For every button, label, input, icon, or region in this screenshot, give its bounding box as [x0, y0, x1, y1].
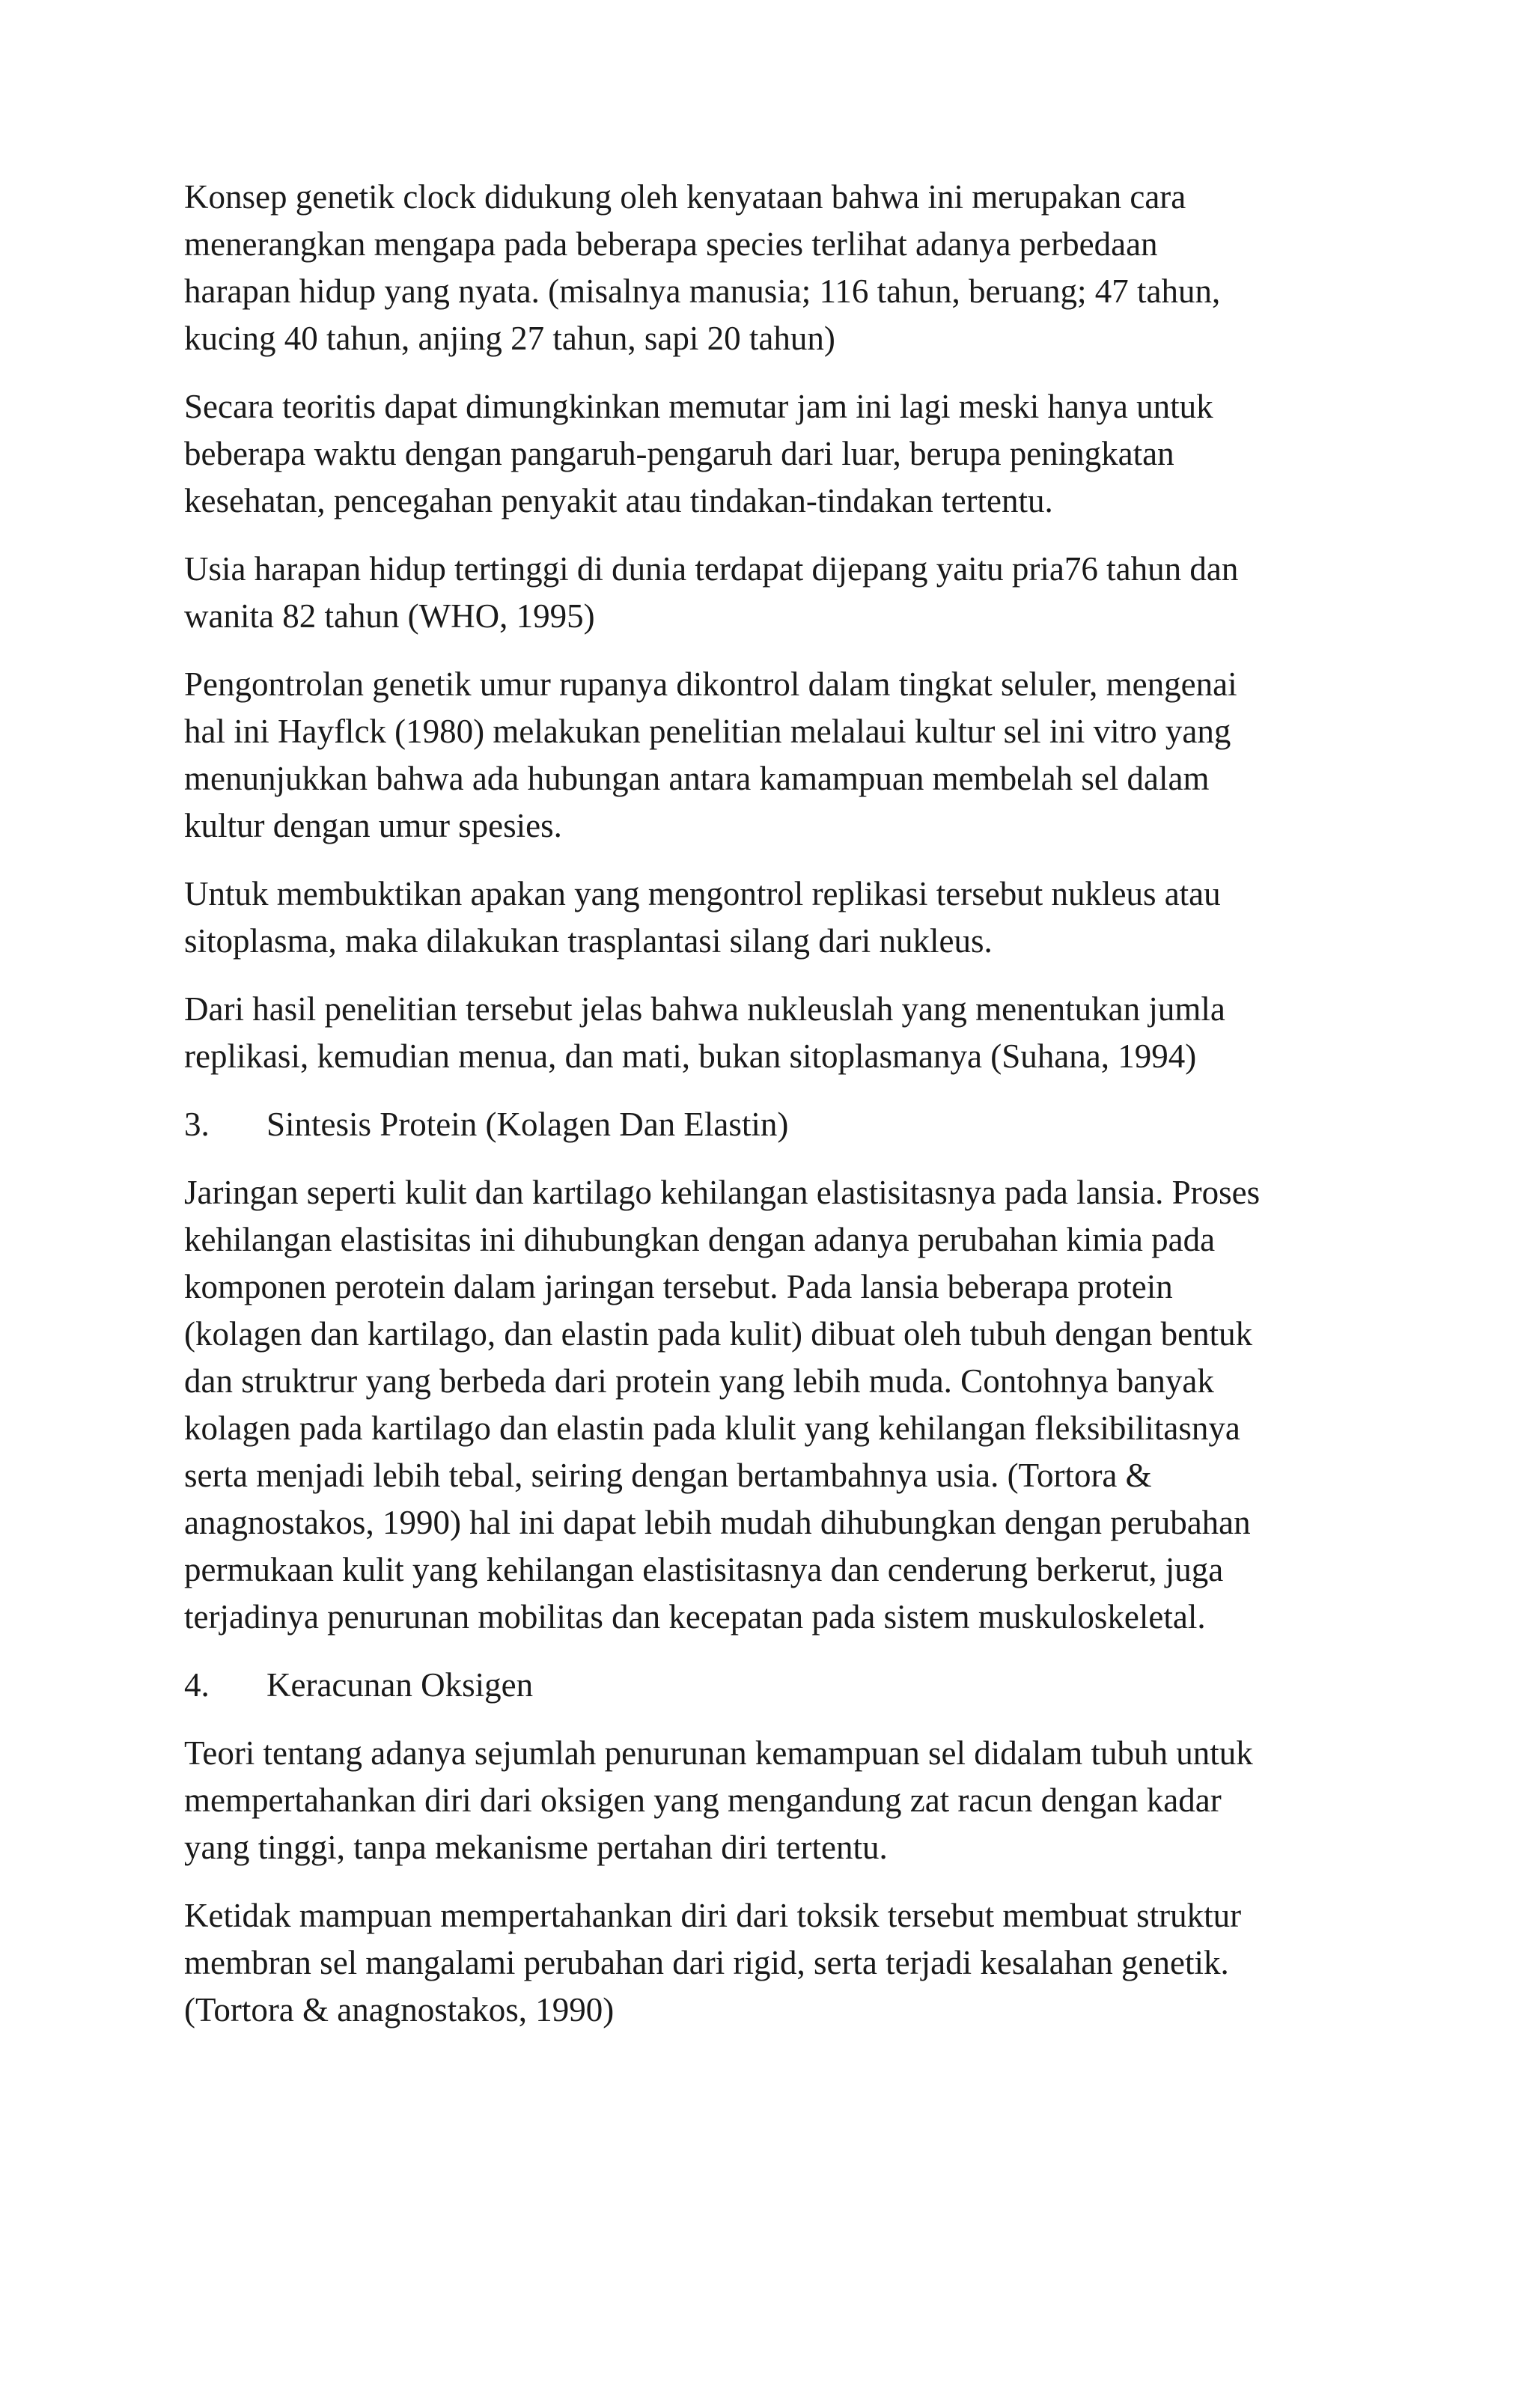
text-line: Secara teoritis dapat dimungkinkan memutar jam ini lagi meski hanya untuk	[184, 388, 1213, 425]
text-line: hal ini Hayflck (1980) melakukan penelitian melalaui kultur sel ini vitro yang	[184, 713, 1231, 750]
text-line: yang tinggi, tanpa mekanisme pertahan diri tertentu.	[184, 1829, 888, 1866]
text-line: anagnostakos, 1990) hal ini dapat lebih mudah dihubungkan dengan perubahan	[184, 1504, 1251, 1541]
text-line: Teori tentang adanya sejumlah penurunan kemampuan sel didalam tubuh untuk	[184, 1734, 1253, 1772]
text-line: Jaringan seperti kulit dan kartilago kehilangan elastisitasnya pada lansia. Proses	[184, 1174, 1261, 1211]
text-line: serta menjadi lebih tebal, seiring dengan bertambahnya usia. (Tortora &	[184, 1457, 1152, 1494]
text-line: harapan hidup yang nyata. (misalnya manusia; 116 tahun, beruang; 47 tahun,	[184, 272, 1221, 310]
text-line: kultur dengan umur spesies.	[184, 807, 562, 844]
text-line: dan struktrur yang berbeda dari protein yang lebih muda. Contohnya banyak	[184, 1362, 1214, 1400]
text-line: kehilangan elastisitas ini dihubungkan dengan adanya perubahan kimia pada	[184, 1221, 1216, 1258]
text-line: kesehatan, pencegahan penyakit atau tindakan-tindakan tertentu.	[184, 482, 1053, 519]
text-line: Untuk membuktikan apakan yang mengontrol replikasi tersebut nukleus atau	[184, 875, 1221, 912]
text-line: (Tortora & anagnostakos, 1990)	[184, 1991, 615, 2028]
text-line: wanita 82 tahun (WHO, 1995)	[184, 597, 595, 635]
paragraph-genetic-clock	[184, 174, 1352, 362]
text-line: Usia harapan hidup tertinggi di dunia terdapat dijepang yaitu pria76 tahun dan	[184, 550, 1239, 588]
text-line: menerangkan mengapa pada beberapa species terlihat adanya perbedaan	[184, 225, 1158, 263]
paragraph-genetic-control	[184, 661, 1352, 850]
paragraph-toxic-inability	[184, 1892, 1352, 2034]
text-line: membran sel mangalami perubahan dari rigid, serta terjadi kesalahan genetik.	[184, 1944, 1229, 1981]
text-line: sitoplasma, maka dilakukan trasplantasi silang dari nukleus.	[184, 922, 993, 960]
section-number: 4.	[184, 1666, 210, 1704]
text-line: beberapa waktu dengan pangaruh-pengaruh dari luar, berupa peningkatan	[184, 435, 1174, 472]
text-line: Pengontrolan genetik umur rupanya dikontrol dalam tingkat seluler, mengenai	[184, 665, 1237, 703]
text-line: Ketidak mampuan mempertahankan diri dari toksik tersebut membuat struktur	[184, 1897, 1242, 1934]
paragraph-research-result	[184, 986, 1352, 1080]
text-line: terjadinya penurunan mobilitas dan kecepatan pada sistem muskuloskeletal.	[184, 1598, 1206, 1636]
text-line: (kolagen dan kartilago, dan elastin pada kulit) dibuat oleh tubuh dengan bentuk	[184, 1315, 1253, 1353]
document-body	[184, 174, 1352, 2055]
paragraph-protein-synthesis	[184, 1169, 1352, 1641]
section-number: 3.	[184, 1106, 210, 1143]
text-line: Dari hasil penelitian tersebut jelas bahwa nukleuslah yang menentukan jumla	[184, 990, 1225, 1028]
text-line: kolagen pada kartilago dan elastin pada klulit yang kehilangan fleksibilitasnya	[184, 1409, 1240, 1447]
section-heading-4	[184, 1662, 1352, 1709]
text-line: mempertahankan diri dari oksigen yang mengandung zat racun dengan kadar	[184, 1781, 1222, 1819]
paragraph-theoretical	[184, 383, 1352, 525]
section-title: Sintesis Protein (Kolagen Dan Elastin)	[266, 1106, 789, 1143]
paragraph-oxygen-theory	[184, 1730, 1352, 1871]
text-line: permukaan kulit yang kehilangan elastisitasnya dan cenderung berkerut, juga	[184, 1551, 1224, 1588]
text-line: kucing 40 tahun, anjing 27 tahun, sapi 20 tahun)	[184, 320, 835, 357]
paragraph-nucleus-test	[184, 871, 1352, 965]
text-line: replikasi, kemudian menua, dan mati, bukan sitoplasmanya (Suhana, 1994)	[184, 1037, 1197, 1075]
text-line: Konsep genetik clock didukung oleh kenyataan bahwa ini merupakan cara	[184, 178, 1186, 216]
text-line: menunjukkan bahwa ada hubungan antara kamampuan membelah sel dalam	[184, 760, 1210, 797]
section-heading-3	[184, 1101, 1352, 1148]
paragraph-life-expectancy	[184, 546, 1352, 640]
text-line: komponen perotein dalam jaringan tersebut. Pada lansia beberapa protein	[184, 1268, 1173, 1305]
section-title: Keracunan Oksigen	[266, 1666, 534, 1704]
